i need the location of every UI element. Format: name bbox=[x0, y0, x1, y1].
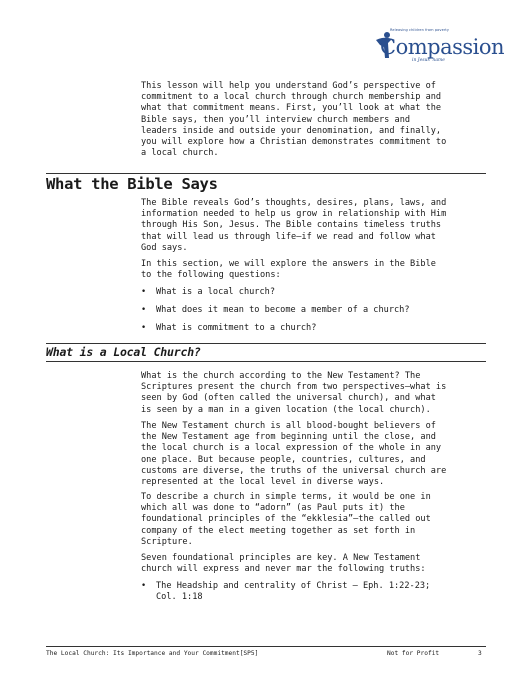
list-item: • What is commitment to a church? bbox=[141, 323, 317, 334]
bible-paragraph-2: In this section, we will explore the answers in the Bible to the following questions: bbox=[141, 259, 436, 281]
church-paragraph-2: The New Testament church is all blood-bought believers of the New Testament age from beginning until the close, and the local church is a local expression of the whole in any one place. But because people, countries, cultures, and customs are diverse, the truths of the universal church are represented at the local level in diverse ways. bbox=[141, 421, 447, 488]
logo-tagline: Releasing children from poverty bbox=[390, 28, 450, 32]
list-item: • What does it mean to become a member of a church? bbox=[141, 305, 410, 316]
logo-subtitle: in Jesus' name bbox=[412, 58, 445, 63]
logo-wordmark: Compassion bbox=[380, 35, 505, 59]
section-divider bbox=[46, 361, 486, 362]
section-divider bbox=[46, 343, 486, 344]
bible-paragraph-1: The Bible reveals God’s thoughts, desires, plans, laws, and information needed to help us grow in relationship with Him through His Son, Jesus. The Bible contains timeless truths that will lead us through life—if we read and follow what God says. bbox=[141, 198, 447, 253]
section-heading-bible: What the Bible Says bbox=[46, 175, 218, 193]
list-item: • The Headship and centrality of Christ – Eph. 1:22-23; Col. 1:18 bbox=[141, 581, 431, 603]
church-paragraph-3: To describe a church in simple terms, it would be one in which all was done to “adorn” (as Paul puts it) the foundational principles of the “ekklesia”—the called out company of the elect meeting together as set forth in Scripture. bbox=[141, 492, 431, 547]
footer-title: The Local Church: Its Importance and Your Commitment[SP5] bbox=[46, 650, 259, 657]
compassion-logo bbox=[372, 26, 505, 76]
footer-notice: Not for Profit bbox=[387, 650, 440, 657]
section-heading-local-church: What is a Local Church? bbox=[46, 345, 201, 359]
church-paragraph-1: What is the church according to the New Testament? The Scriptures present the church from two perspectives—what is seen by God (often called the universal church), and what is seen by a man in a given location (the local church). bbox=[141, 371, 447, 415]
question-list bbox=[141, 287, 501, 335]
list-item: • What is a local church? bbox=[141, 287, 275, 297]
principle-list bbox=[141, 581, 501, 603]
intro-paragraph: This lesson will help you understand God’s perspective of commitment to a local church through church membership and what that commitment means. First, you’ll look at what the Bible says, then you’ll interview church members and leaders inside and outside your denomination, and finally, you will explore how a Christian demonstrates commitment to a local church. bbox=[141, 81, 447, 159]
page-number: 3 bbox=[478, 650, 482, 657]
footer-divider bbox=[46, 646, 486, 647]
church-paragraph-4: Seven foundational principles are key. A New Testament church will express and never mar the following truths: bbox=[141, 553, 426, 575]
section-divider bbox=[46, 173, 486, 174]
